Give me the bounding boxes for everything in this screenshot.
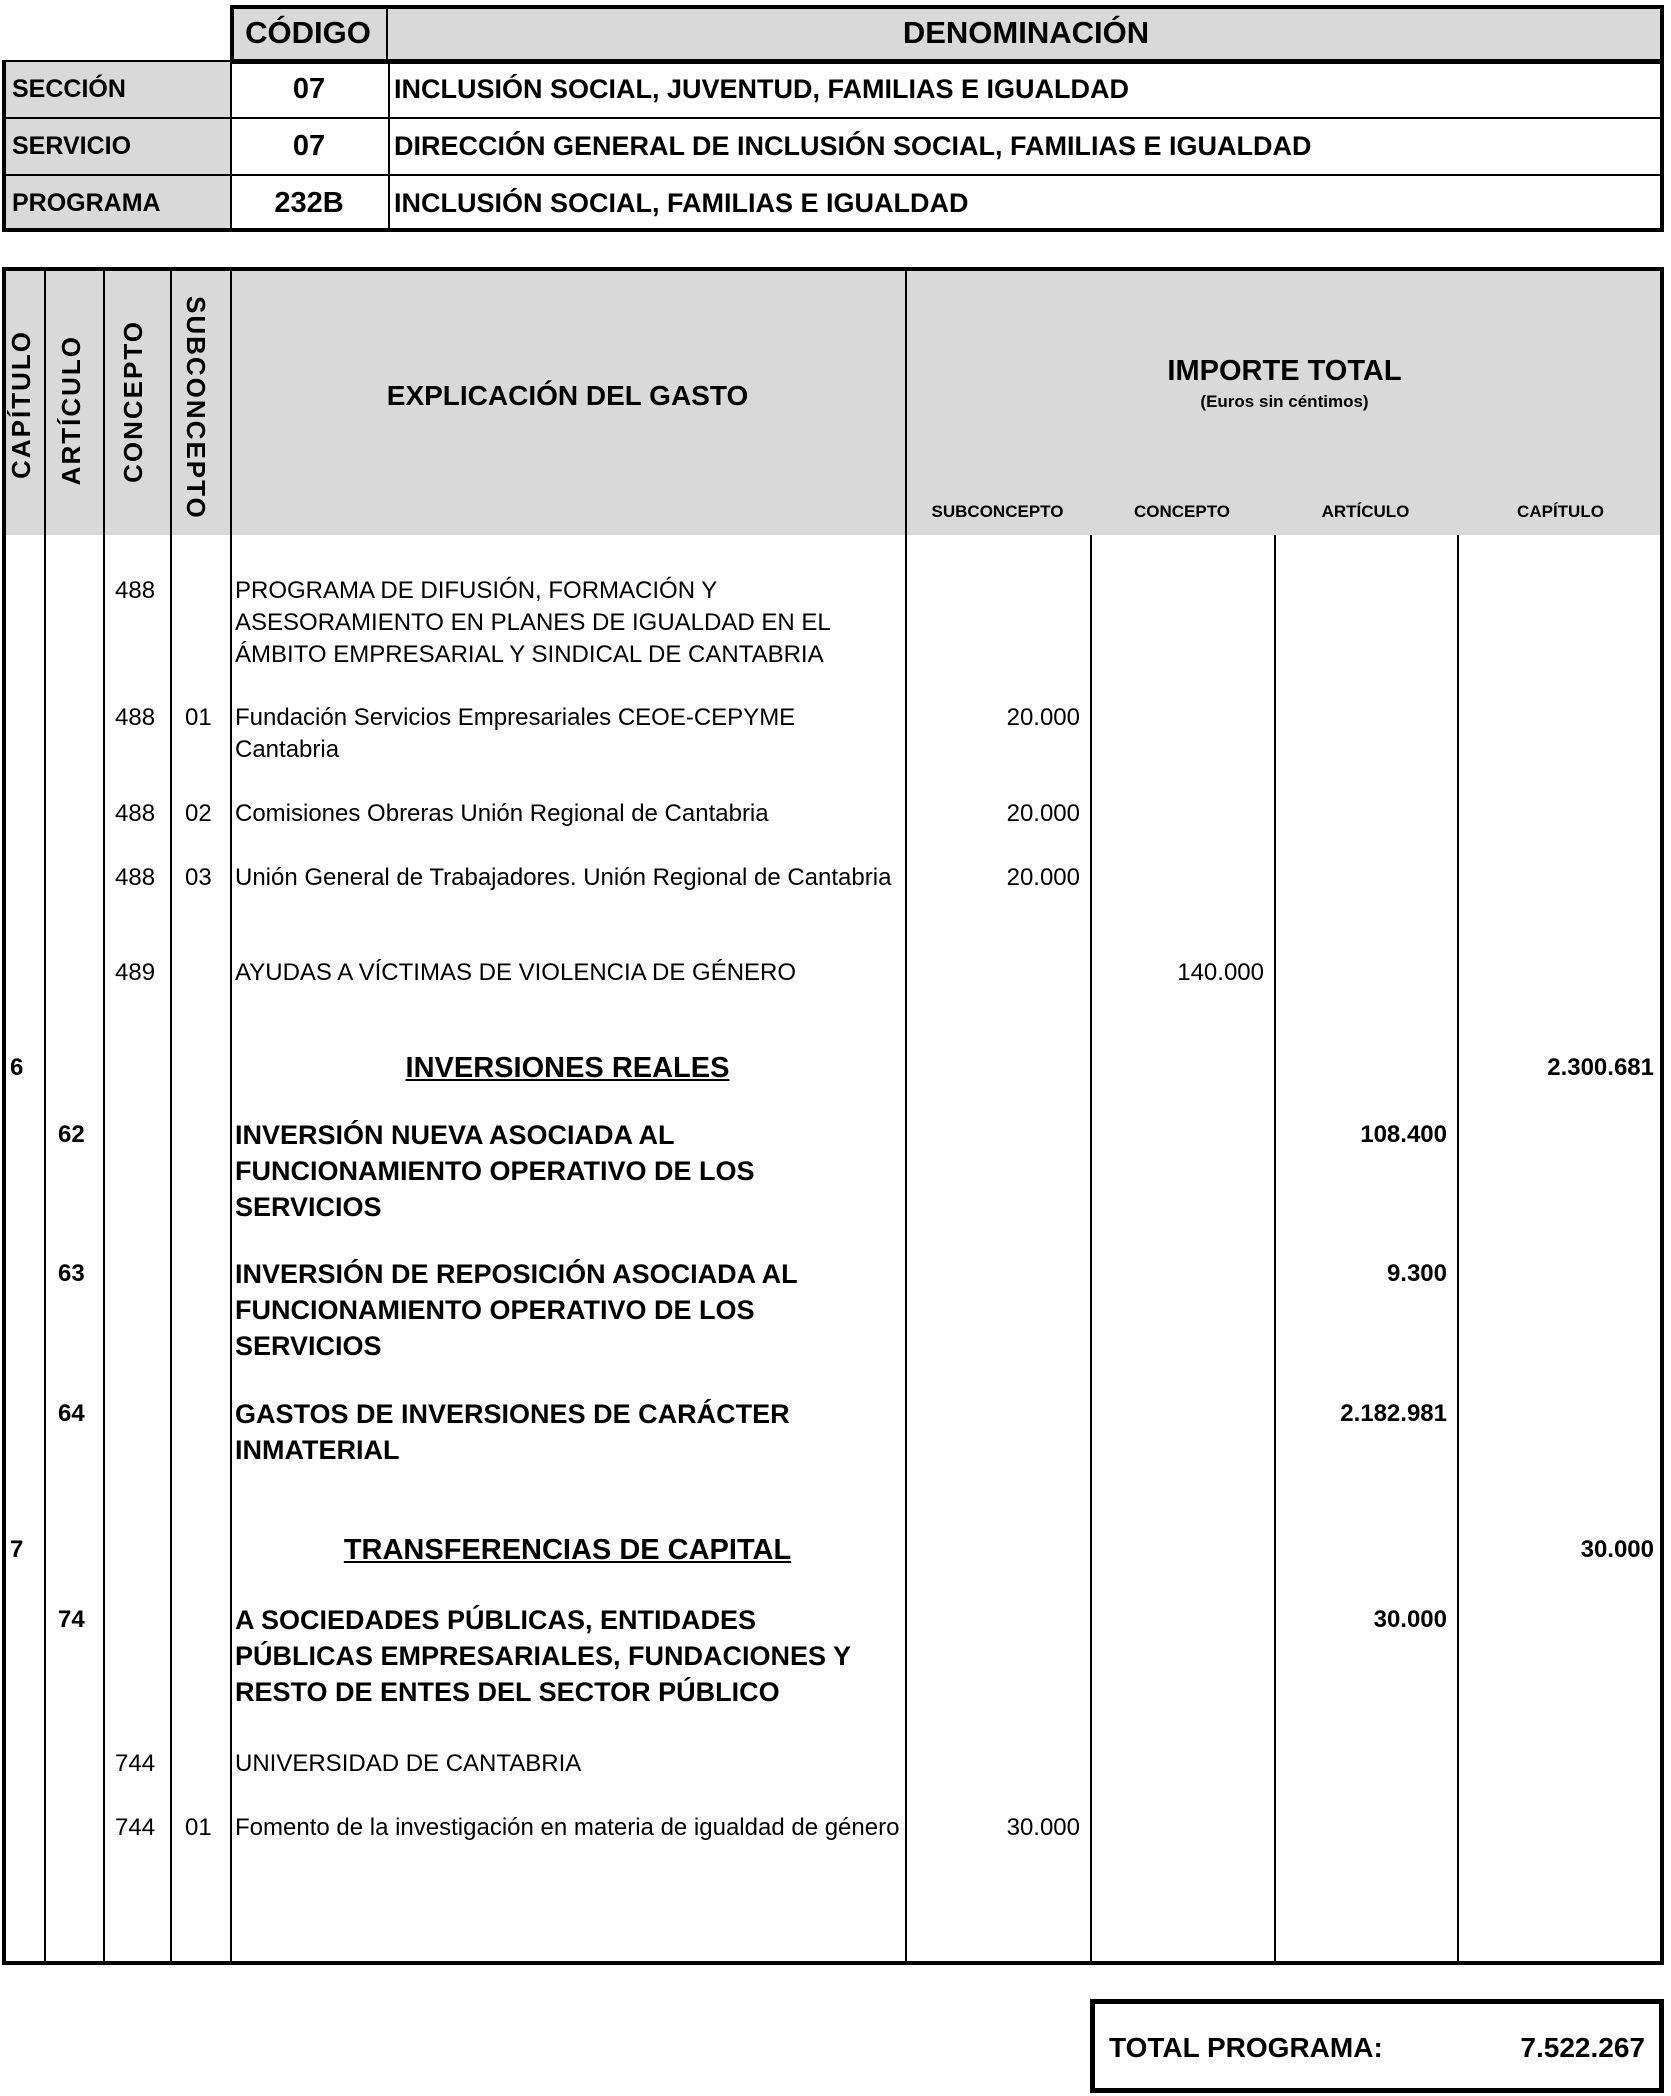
codigo-header: CÓDIGO [230,5,388,61]
amount: 108.400 [1360,1121,1447,1148]
amount: 2.300.681 [1547,1054,1654,1081]
articulo-code: 62 [58,1121,85,1148]
amount: 30.000 [1373,1606,1447,1633]
amount: 30.000 [1006,1814,1080,1841]
concepto-code: 744 [115,1814,156,1841]
denominacion-header: DENOMINACIÓN [902,15,1150,50]
concepto-code: 488 [115,577,156,604]
col-capitulo-header: CAPÍTULO [6,330,36,479]
col-concepto-header: CONCEPTO [118,320,148,483]
divider [1274,535,1276,1965]
divider [388,60,390,232]
articulo-description: GASTOS DE INVERSIONES DE CARÁCTER INMATERIAL [235,1399,790,1465]
divider [1090,535,1092,1965]
amount: 140.000 [1177,959,1264,986]
importe-total-subtitle: (Euros sin céntimos) [1200,392,1369,411]
item-description: Fomento de la investigación en materia de igualdad de género [235,1814,900,1841]
row-label: SECCIÓN [12,75,126,103]
concepto-code: 489 [115,959,156,986]
total-box [1090,1999,1664,2093]
amount: 30.000 [1580,1536,1654,1563]
subconcepto-code: 03 [185,864,212,891]
amount: 20.000 [1006,704,1080,731]
sub-col-subconcepto: SUBCONCEPTO [931,502,1064,521]
row-name: INCLUSIÓN SOCIAL, JUVENTUD, FAMILIAS E IGUALDAD [394,74,1130,104]
row-name: DIRECCIÓN GENERAL DE INCLUSIÓN SOCIAL, FAMILIAS E IGUALDAD [394,131,1312,161]
concepto-code: 744 [115,1750,156,1777]
divider [170,267,172,1965]
section-heading: INVERSIONES REALES [405,1052,730,1084]
item-description: UNIVERSIDAD DE CANTABRIA [235,1750,582,1777]
col-subconcepto-header: SUBCONCEPTO [181,296,211,520]
divider [1457,535,1459,1965]
articulo-description: INVERSIÓN DE REPOSICIÓN ASOCIADA AL FUNCIONAMIENTO OPERATIVO DE LOS SERVICIOS [235,1259,798,1361]
articulo-description: A SOCIEDADES PÚBLICAS, ENTIDADES PÚBLICAS EMPRESARIALES, FUNDACIONES Y RESTO DE ENTES DEL SECTOR PÚBLICO [235,1605,851,1707]
sub-col-articulo: ARTÍCULO [1321,502,1410,521]
item-description: Fundación Servicios Empresariales CEOE-CEPYME Cantabria [235,704,796,763]
divider [44,267,46,1965]
sub-col-concepto: CONCEPTO [1133,502,1231,521]
importe-total-title: IMPORTE TOTAL [1167,355,1402,387]
row-label: SERVICIO [12,132,132,160]
sub-col-capitulo: CAPÍTULO [1517,502,1604,521]
item-description: PROGRAMA DE DIFUSIÓN, FORMACIÓN Y ASESORAMIENTO EN PLANES DE IGUALDAD EN EL ÁMBITO EMPRESARIAL Y SINDICAL DE CANTABRIA [235,577,830,668]
capitulo-code: 6 [10,1054,24,1081]
item-description: AYUDAS A VÍCTIMAS DE VIOLENCIA DE GÉNERO [235,959,797,986]
row-label: PROGRAMA [12,188,161,217]
total-label: TOTAL PROGRAMA: [1109,2032,1383,2063]
row-code: 232B [274,186,344,219]
divider [230,267,232,1965]
subconcepto-code: 01 [185,704,212,731]
total-value: 7.522.267 [1520,2032,1645,2063]
articulo-description: INVERSIÓN NUEVA ASOCIADA AL FUNCIONAMIENTO OPERATIVO DE LOS SERVICIOS [235,1120,755,1222]
amount: 9.300 [1386,1260,1447,1287]
col-explicacion-header: EXPLICACIÓN DEL GASTO [386,380,749,411]
articulo-code: 64 [58,1400,85,1427]
row-code: 07 [292,130,326,162]
row-name: INCLUSIÓN SOCIAL, FAMILIAS E IGUALDAD [394,187,969,218]
subconcepto-code: 02 [185,800,212,827]
divider [103,267,105,1965]
capitulo-code: 7 [10,1536,24,1563]
concepto-code: 488 [115,800,156,827]
articulo-code: 74 [58,1606,85,1633]
section-heading: TRANSFERENCIAS DE CAPITAL [343,1534,792,1566]
articulo-code: 63 [58,1260,85,1287]
subconcepto-code: 01 [185,1814,212,1841]
col-articulo-header: ARTÍCULO [56,335,86,486]
concepto-code: 488 [115,704,156,731]
concepto-code: 488 [115,864,156,891]
item-description: Comisiones Obreras Unión Regional de Cantabria [235,800,769,827]
amount: 20.000 [1006,864,1080,891]
amount: 2.182.981 [1340,1400,1447,1427]
row-code: 07 [292,73,326,105]
item-description: Unión General de Trabajadores. Unión Regional de Cantabria [235,864,892,891]
amount: 20.000 [1006,800,1080,827]
